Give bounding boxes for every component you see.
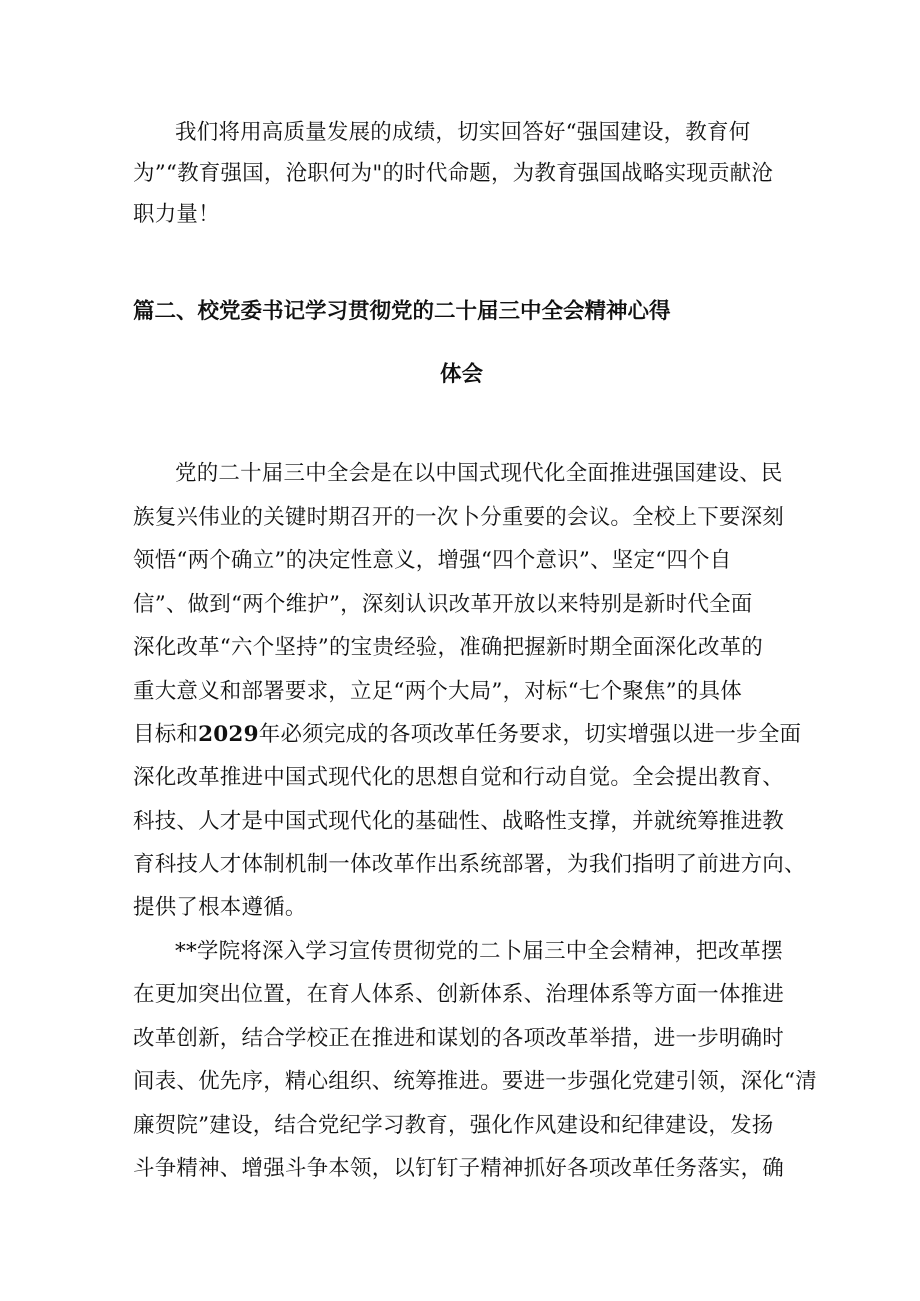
paragraph1-line-6: 重大意义和部署要求，立足“两个大局”，对标“七个聚焦”的具体 [133,679,742,704]
paragraph1-line-4: 信”、做到“两个维护”，深刻认识改革开放以来特别是新时代全面 [133,592,753,617]
paragraph2-line-5: 廉贺院”建设，结合党纪学习教育，强化作风建设和纪律建设，发扬 [133,1113,774,1138]
paragraph1-year: 2029 [198,722,259,747]
paragraph1-line-3: 领悟“两个确立”的决定性意义，增强“四个意识”、坚定“四个自 [133,548,732,573]
paragraph1-line-7 [133,720,801,750]
paragraph1-line-7-prefix: 目标和 [133,722,199,747]
paragraph1-line-1: 党的二十届三中全会是在以中国式现代化全面推进强国建设、民 [175,461,783,486]
section-heading-line-1: 篇二、校党委书记学习贯彻党的二十届三中全会精神心得 [133,299,671,324]
paragraph2-line-4: 间表、优先序，精心组织、统筹推进。要进一步强化党建引领，深化“清 [133,1069,817,1094]
section-heading-line-2: 体会 [440,362,484,387]
intro-line-2: 为”“教育强国，沧职何为"的时代命题，为教育强国战略实现贡献沧 [133,161,774,186]
paragraph1-line-9: 科技、人才是中国式现代化的基础性、战略性支撑，并就统筹推进教 [133,809,785,834]
intro-line-1: 我们将用高质量发展的成绩，切实回答好“强国建设，教育何 [175,120,751,145]
paragraph1-line-10: 育科技人才体制机制一体改革作出系统部署，为我们指明了前进方向、 [133,852,806,877]
paragraph1-line-5: 深化改革“六个坚持”的宝贵经验，准确把握新时期全面深化改革的 [133,635,763,660]
intro-line-3: 职力量！ [133,202,220,227]
paragraph2-line-2: 在更加突出位置，在育人体系、创新体系、治理体系等方面一体推进 [133,982,785,1007]
paragraph2-line-1: **学院将深入学习宣传贯彻党的二卜届三中全会精神，把改革摆 [175,939,783,964]
paragraph1-line-2: 族复兴伟业的关键时期召开的一次卜分重要的会议。全校上下要深刻 [133,505,785,530]
paragraph1-line-11: 提供了根本遵循。 [133,895,307,920]
paragraph2-line-3: 改革创新，结合学校正在推进和谋划的各项改革举措，进一步明确时 [133,1026,785,1051]
paragraph2-line-6: 斗争精神、增强斗争本领，以钉钉子精神抓好各项改革任务落实，确 [133,1156,785,1181]
paragraph1-line-8: 深化改革推进中国式现代化的思想自觉和行动自觉。全会提出教育、 [133,765,785,790]
paragraph1-line-7-suffix: 年必须完成的各项改革任务要求，切实增强以进一步全面 [258,722,802,747]
